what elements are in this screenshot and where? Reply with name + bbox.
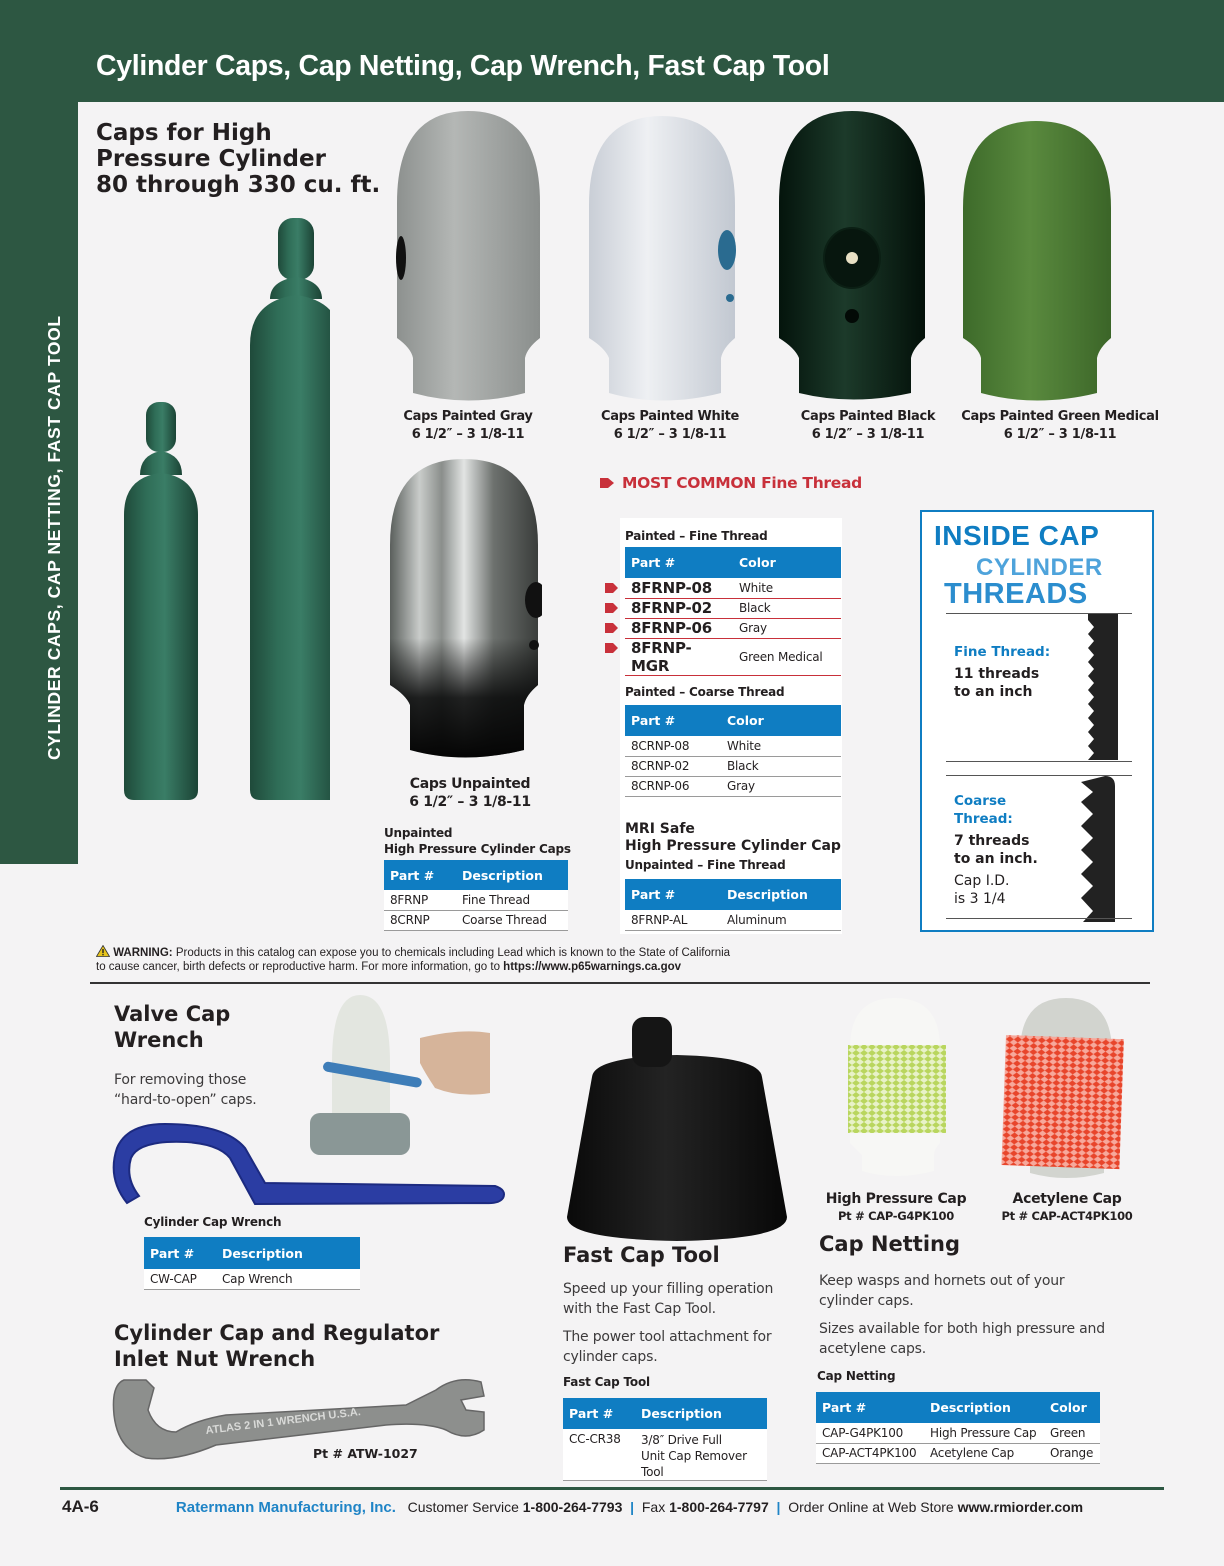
desc-line: cylinder caps.: [819, 1293, 914, 1309]
high-pressure-heading: [96, 120, 380, 198]
red-arrow-icon: [605, 582, 619, 594]
part-number: 8FRNP-08: [625, 578, 733, 598]
netting-part: Pt # CAP-G4PK100: [838, 1209, 954, 1223]
threads-title-line1: INSIDE CAP: [934, 520, 1100, 551]
cap-size: 6 1/2″ – 3 1/8-11: [1003, 427, 1117, 442]
table-row: [625, 776, 841, 796]
label-line: Coarse: [954, 793, 1007, 809]
warning-text: Products in this catalog can expose you to chemicals including Lead which is known to the State of California: [175, 947, 731, 959]
desc-line: Speed up your filling operation: [563, 1281, 774, 1297]
heading-line: MRI Safe: [625, 821, 695, 837]
cap-wrench-image: [105, 1118, 515, 1213]
company-name: Ratermann Manufacturing, Inc.: [175, 1499, 396, 1516]
desc-line: Sizes available for both high pressure and: [819, 1321, 1105, 1337]
netting-part: Pt # CAP-ACT4PK100: [1001, 1209, 1133, 1223]
description: High Pressure Cap: [924, 1423, 1044, 1443]
table-row: [144, 1269, 360, 1289]
color: White: [721, 736, 841, 756]
table-row: [816, 1443, 1100, 1463]
fine-thread-table: [625, 547, 841, 676]
description: Acetylene Cap: [924, 1443, 1044, 1463]
fast-cap-desc-1: [563, 1279, 773, 1319]
part-number: 8FRNP-AL: [625, 910, 721, 930]
heading-line: Valve Cap: [114, 1002, 231, 1026]
fast-cap-desc-2: [563, 1327, 771, 1367]
cap-white: [589, 116, 736, 401]
fast-cap-tool-image: [562, 1017, 792, 1245]
col-header: Part #: [625, 547, 733, 578]
color: Gray: [721, 776, 841, 796]
cap-label-black: [788, 408, 948, 444]
section-divider: [90, 982, 1150, 984]
desc-line: with the Fast Cap Tool.: [563, 1301, 716, 1317]
col-header: Part #: [144, 1237, 216, 1269]
cap-name: Caps Painted Gray: [403, 409, 533, 424]
col-header: Part #: [816, 1392, 924, 1423]
cap-name: Caps Painted Black: [800, 409, 936, 424]
wrench-stamp: ATLAS 2 IN 1 WRENCH U.S.A.: [204, 1406, 362, 1437]
netting-name: Acetylene Cap: [1012, 1191, 1122, 1207]
fine-thread-table-title: Painted – Fine Thread: [625, 529, 768, 543]
web-store-link[interactable]: www.rmiorder.com: [957, 1499, 1084, 1515]
warning-text: to cause cancer, birth defects or reproductive harm. For more information, go to: [96, 961, 500, 973]
threads-title-line3: THREADS: [944, 578, 1088, 610]
cap-label-unpainted: [390, 775, 550, 811]
coarse-thread-diagram: [1077, 776, 1132, 922]
unpainted-cap-image: [386, 455, 542, 765]
table-row: [625, 736, 841, 756]
most-common-callout: [600, 474, 862, 492]
mri-heading: [625, 821, 841, 855]
part-number: CW-CAP: [144, 1269, 216, 1289]
inside-cap-threads-box: [920, 510, 1154, 932]
part-number: 8CRNP: [384, 910, 456, 930]
heading-line: High Pressure Cylinder Cap: [625, 838, 841, 854]
col-header: Description: [924, 1392, 1044, 1423]
valve-cap-wrench-heading: [114, 1001, 230, 1053]
warning-icon: [96, 945, 110, 957]
description: [635, 1429, 767, 1481]
color: Green: [1044, 1423, 1100, 1443]
high-pressure-netted-cap: [848, 998, 946, 1176]
cap-size: 6 1/2″ – 3 1/8-11: [409, 794, 531, 810]
page-number: 4A-6: [62, 1497, 99, 1516]
threads-title-line2: CYLINDER: [976, 554, 1103, 581]
atlas-wrench-part: Pt # ATW-1027: [313, 1446, 418, 1461]
valve-cap-wrench-desc: [114, 1070, 257, 1110]
description: Coarse Thread: [456, 910, 568, 930]
cap-netting-images: [840, 993, 1140, 1185]
cylinders-image: [110, 215, 330, 835]
col-header: Part #: [625, 879, 721, 910]
fast-cap-table: [563, 1398, 767, 1481]
red-arrow-icon: [600, 476, 614, 490]
heading-line: Caps for High: [96, 120, 272, 146]
unpainted-table: [384, 860, 568, 931]
fax-phone[interactable]: 1-800-264-7797: [669, 1499, 769, 1515]
warning-label: WARNING:: [113, 947, 173, 959]
col-header: Part #: [563, 1398, 635, 1429]
coarse-thread-table-title: Painted – Coarse Thread: [625, 685, 785, 699]
cap-id-note: is 3 1/4: [954, 891, 1006, 907]
separator: |: [626, 1499, 638, 1515]
table-row: [816, 1423, 1100, 1443]
fine-thread-text: 11 threads: [954, 666, 1040, 682]
col-header: Part #: [384, 860, 456, 890]
mri-table: [625, 879, 841, 931]
color: Gray: [733, 618, 841, 638]
color: Black: [721, 756, 841, 776]
acetylene-netting-label: [992, 1191, 1142, 1225]
part-number: 8CRNP-06: [625, 776, 721, 796]
table-row: [625, 756, 841, 776]
col-header: Color: [1044, 1392, 1100, 1423]
fine-thread-text: to an inch: [954, 684, 1033, 700]
desc-line: acetylene caps.: [819, 1341, 927, 1357]
customer-service-phone[interactable]: 1-800-264-7793: [522, 1499, 623, 1515]
cap-label-green: [955, 408, 1165, 444]
cap-size: 6 1/2″ – 3 1/8-11: [411, 427, 525, 442]
warning-link[interactable]: https://www.p65warnings.ca.gov: [503, 961, 682, 973]
footer-rule: [60, 1487, 1164, 1490]
part-number: 8FRNP: [384, 890, 456, 910]
desc-line: Unit Cap Remover Tool: [641, 1449, 747, 1479]
part-number: CAP-G4PK100: [816, 1423, 924, 1443]
part-number: 8FRNP-06: [625, 618, 733, 638]
cap-wrench-table: [144, 1237, 360, 1290]
color: Black: [733, 598, 841, 618]
fast-cap-table-title: Fast Cap Tool: [563, 1375, 650, 1389]
part-number: CC-CR38: [563, 1429, 635, 1481]
cap-gray: [396, 111, 540, 401]
desc-line: 3/8″ Drive Full: [641, 1433, 722, 1447]
cap-size: 6 1/2″ – 3 1/8-11: [613, 427, 727, 442]
cap-id-note: Cap I.D.: [954, 873, 1010, 889]
cap-black: [779, 111, 925, 400]
acetylene-netted-cap: [1001, 998, 1123, 1178]
mri-table-title: Unpainted – Fine Thread: [625, 858, 786, 872]
coarse-thread-table: [625, 705, 841, 797]
side-band: [0, 102, 78, 864]
footer: [62, 1497, 1172, 1517]
cap-netting-heading: Cap Netting: [819, 1232, 961, 1256]
unpainted-table-title: [384, 825, 571, 857]
table-row: [625, 598, 841, 618]
cap-label-white: [590, 408, 750, 444]
customer-service-label: Customer Service: [407, 1499, 519, 1515]
divider: [946, 918, 1132, 919]
coarse-thread-label: [954, 792, 1013, 828]
fax-label: Fax: [641, 1499, 666, 1515]
part-number: 8FRNP-02: [625, 598, 733, 618]
heading-line: Cylinder Cap and Regulator: [114, 1321, 440, 1345]
table-row: [563, 1429, 767, 1481]
label-line: Thread:: [954, 811, 1013, 827]
part-number: 8CRNP-02: [625, 756, 721, 776]
color: Green Medical: [733, 638, 841, 675]
color: Orange: [1044, 1443, 1100, 1463]
cap-name: Caps Unpainted: [409, 776, 531, 792]
table-row: [384, 910, 568, 930]
cap-name: Caps Painted Green Medical: [961, 409, 1159, 424]
red-arrow-icon: [605, 622, 619, 634]
description: Aluminum: [721, 910, 841, 930]
fast-cap-tool-heading: Fast Cap Tool: [563, 1243, 720, 1267]
netting-name: High Pressure Cap: [825, 1191, 967, 1207]
col-header: Part #: [625, 705, 721, 736]
desc-line: Keep wasps and hornets out of your: [819, 1273, 1065, 1289]
desc-line: “hard-to-open” caps.: [114, 1092, 257, 1108]
cap-label-gray: [388, 408, 548, 444]
cap-green: [963, 121, 1111, 401]
web-store-label: Order Online at Web Store: [788, 1499, 954, 1515]
table-row: [625, 910, 841, 930]
side-title: CYLINDER CAPS, CAP NETTING, FAST CAP TOOL: [44, 315, 64, 760]
desc-line: The power tool attachment for: [563, 1329, 772, 1345]
table-row: [625, 618, 841, 638]
cap-netting-desc-1: [819, 1271, 1064, 1311]
table-row: [625, 578, 841, 598]
inlet-nut-wrench-heading: [114, 1320, 439, 1372]
heading-line: 80 through 330 cu. ft.: [96, 172, 381, 198]
page-title: Cylinder Caps, Cap Netting, Cap Wrench, Fast Cap Tool: [96, 50, 830, 82]
red-arrow-icon: [605, 602, 619, 614]
heading-line: Inlet Nut Wrench: [114, 1347, 316, 1371]
heading-line: Pressure Cylinder: [96, 146, 326, 172]
cap-netting-desc-2: [819, 1319, 1105, 1359]
table-row: [625, 638, 841, 675]
title-line: High Pressure Cylinder Caps: [384, 842, 571, 856]
col-header: Color: [721, 705, 841, 736]
atlas-wrench-image: [106, 1370, 491, 1470]
color: White: [733, 578, 841, 598]
coarse-thread-text: 7 threads: [954, 833, 1030, 849]
fine-thread-label: Fine Thread:: [954, 644, 1051, 660]
description: Cap Wrench: [216, 1269, 360, 1289]
cap-netting-table: [816, 1392, 1100, 1464]
title-line: Unpainted: [384, 826, 453, 840]
desc-line: cylinder caps.: [563, 1349, 658, 1365]
table-row: [384, 890, 568, 910]
coarse-thread-text: to an inch.: [954, 851, 1038, 867]
divider: [946, 761, 1132, 762]
red-arrow-icon: [605, 642, 619, 654]
col-header: Description: [216, 1237, 360, 1269]
desc-line: For removing those: [114, 1072, 247, 1088]
painted-caps-images: [395, 108, 1175, 403]
col-header: Description: [456, 860, 568, 890]
prop65-warning: [96, 945, 730, 974]
heading-line: Wrench: [114, 1028, 204, 1052]
description: Fine Thread: [456, 890, 568, 910]
part-number: CAP-ACT4PK100: [816, 1443, 924, 1463]
cap-netting-table-title: Cap Netting: [817, 1369, 896, 1383]
most-common-text: MOST COMMON Fine Thread: [622, 474, 862, 492]
separator: |: [772, 1499, 785, 1515]
col-header: Description: [721, 879, 841, 910]
cap-wrench-table-title: Cylinder Cap Wrench: [144, 1215, 282, 1229]
fine-thread-diagram: [1082, 614, 1132, 762]
col-header: Color: [733, 547, 841, 578]
hp-netting-label: [820, 1191, 972, 1225]
cap-name: Caps Painted White: [600, 409, 740, 424]
part-number: 8FRNP-MGR: [625, 638, 733, 675]
part-number: 8CRNP-08: [625, 736, 721, 756]
col-header: Description: [635, 1398, 767, 1429]
cap-size: 6 1/2″ – 3 1/8-11: [811, 427, 925, 442]
